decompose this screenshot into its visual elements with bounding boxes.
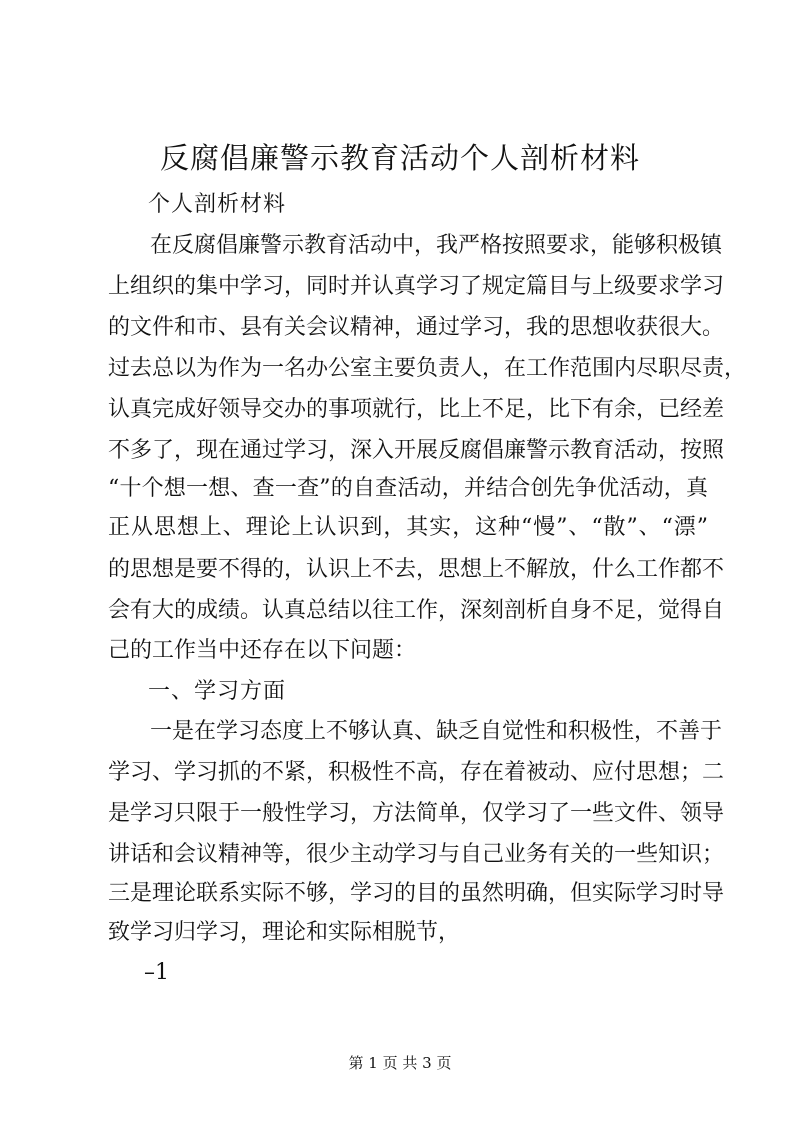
paragraph-line: 会有大的成绩。认真总结以往工作，深刻剖析自身不足，觉得自 <box>108 598 725 623</box>
paragraph-line: 在反腐倡廉警示教育活动中，我严格按照要求，能够积极镇 <box>150 233 723 258</box>
paragraph-line: 一是在学习态度上不够认真、缺乏自觉性和积极性，不善于 <box>150 719 723 744</box>
paragraph-line: 的文件和市、县有关会议精神，通过学习，我的思想收获很大。 <box>108 315 725 340</box>
document-subtitle: 个人剖析材料 <box>148 192 287 217</box>
paragraph-line: 是学习只限于一般性学习，方法简单，仅学习了一些文件、领导 <box>108 801 725 826</box>
paragraph-line: 讲话和会议精神等，很少主动学习与自己业务有关的一些知识； <box>108 842 725 867</box>
paragraph-line: 上组织的集中学习，同时并认真学习了规定篇目与上级要求学习 <box>108 274 725 299</box>
paragraph-line: 认真完成好领导交办的事项就行，比上不足，比下有余，已经差 <box>108 397 725 422</box>
paragraph-line: 正从思想上、理论上认识到，其实，这种“慢”、“散”、“漂” <box>108 515 708 540</box>
paragraph-line: 过去总以为作为一名办公室主要负责人，在工作范围内尽职尽责， <box>108 356 747 381</box>
paragraph-line: 学习、学习抓的不紧，积极性不高，存在着被动、应付思想；二 <box>108 760 725 785</box>
paragraph-line: 不多了，现在通过学习，深入开展反腐倡廉警示教育活动，按照 <box>108 438 725 463</box>
page-marker: –1 <box>144 960 169 985</box>
document-title: 反腐倡廉警示教育活动个人剖析材料 <box>159 141 640 175</box>
paragraph-line: 致学习归学习，理论和实际相脱节， <box>108 920 461 945</box>
paragraph-line: “十个想一想、查一查”的自查活动，并结合创先争优活动，真 <box>108 476 708 501</box>
paragraph-line: 三是理论联系实际不够，学习的目的虽然明确，但实际学习时导 <box>108 881 725 906</box>
section-heading: 一、学习方面 <box>148 679 287 704</box>
paragraph-line: 己的工作当中还存在以下问题： <box>108 638 417 663</box>
paragraph-line: 的思想是要不得的，认识上不去，思想上不解放，什么工作都不 <box>108 557 725 582</box>
page-footer: 第 1 页 共 3 页 <box>348 1054 452 1072</box>
